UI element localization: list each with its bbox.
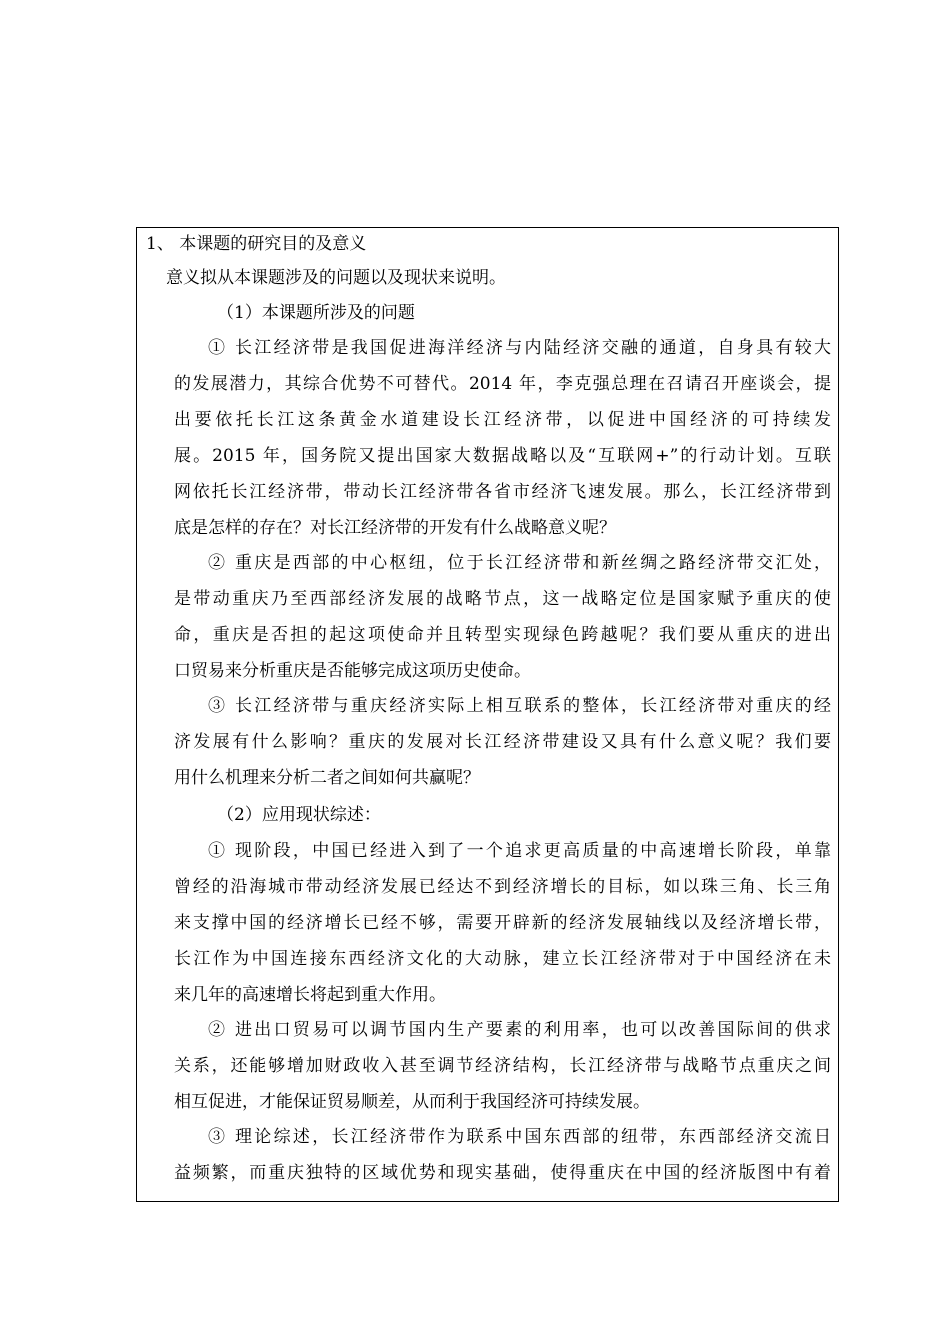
paragraph-line: ② 进出口贸易可以调节国内生产要素的利用率，也可以改善国际间的供求: [208, 1020, 831, 1040]
sub1-heading: （1）本课题所涉及的问题: [217, 303, 415, 323]
section-heading: 1、 本课题的研究目的及意义: [146, 234, 367, 254]
paragraph-line: 来几年的高速增长将起到重大作用。: [174, 985, 446, 1005]
paragraph-line: ① 现阶段，中国已经进入到了一个追求更高质量的中高速增长阶段，单靠: [208, 841, 831, 861]
sub2-heading: （2）应用现状综述：: [217, 805, 381, 825]
paragraph-line: ② 重庆是西部的中心枢纽，位于长江经济带和新丝绸之路经济带交汇处，: [208, 553, 831, 573]
paragraph-line: 是带动重庆乃至西部经济发展的战略节点，这一战略定位是国家赋予重庆的使: [174, 589, 831, 609]
paragraph-line: ③ 理论综述，长江经济带作为联系中国东西部的纽带，东西部经济交流日: [208, 1127, 831, 1147]
paragraph-line: 出要依托长江这条黄金水道建设长江经济带，以促进中国经济的可持续发: [174, 410, 831, 430]
paragraph-line: 相互促进，才能保证贸易顺差，从而利于我国经济可持续发展。: [174, 1092, 650, 1112]
paragraph-line: ③ 长江经济带与重庆经济实际上相互联系的整体，长江经济带对重庆的经: [208, 696, 831, 716]
paragraph-line: 底是怎样的存在？对长江经济带的开发有什么战略意义呢？: [174, 518, 616, 538]
paragraph-line: 曾经的沿海城市带动经济发展已经达不到经济增长的目标，如以珠三角、长三角: [174, 877, 831, 897]
paragraph-line: 的发展潜力，其综合优势不可替代。2014 年，李克强总理在召请召开座谈会，提: [174, 374, 831, 394]
paragraph-line: 益频繁，而重庆独特的区域优势和现实基础，使得重庆在中国的经济版图中有着: [174, 1163, 831, 1183]
paragraph-line: 命，重庆是否担的起这项使命并且转型实现绿色跨越呢？我们要从重庆的进出: [174, 625, 831, 645]
paragraph-line: 口贸易来分析重庆是否能够完成这项历史使命。: [174, 661, 531, 681]
paragraph-line: 网依托长江经济带，带动长江经济带各省市经济飞速发展。那么，长江经济带到: [174, 482, 831, 502]
paragraph-line: 济发展有什么影响？重庆的发展对长江经济带建设又具有什么意义呢？我们要: [174, 732, 831, 752]
paragraph-line: 关系，还能够增加财政收入甚至调节经济结构，长江经济带与战略节点重庆之间: [174, 1056, 831, 1076]
paragraph-line: ① 长江经济带是我国促进海洋经济与内陆经济交融的通道，自身具有较大: [208, 338, 831, 358]
paragraph-line: 长江作为中国连接东西经济文化的大动脉，建立长江经济带对于中国经济在未: [174, 949, 831, 969]
document-frame: [136, 227, 839, 1202]
intro-text: 意义拟从本课题涉及的问题以及现状来说明。: [166, 268, 506, 288]
paragraph-line: 展。2015 年，国务院又提出国家大数据战略以及“互联网+”的行动计划。互联: [174, 446, 831, 466]
paragraph-line: 来支撑中国的经济增长已经不够，需要开辟新的经济发展轴线以及经济增长带，: [174, 913, 831, 933]
paragraph-line: 用什么机理来分析二者之间如何共赢呢？: [174, 768, 480, 788]
